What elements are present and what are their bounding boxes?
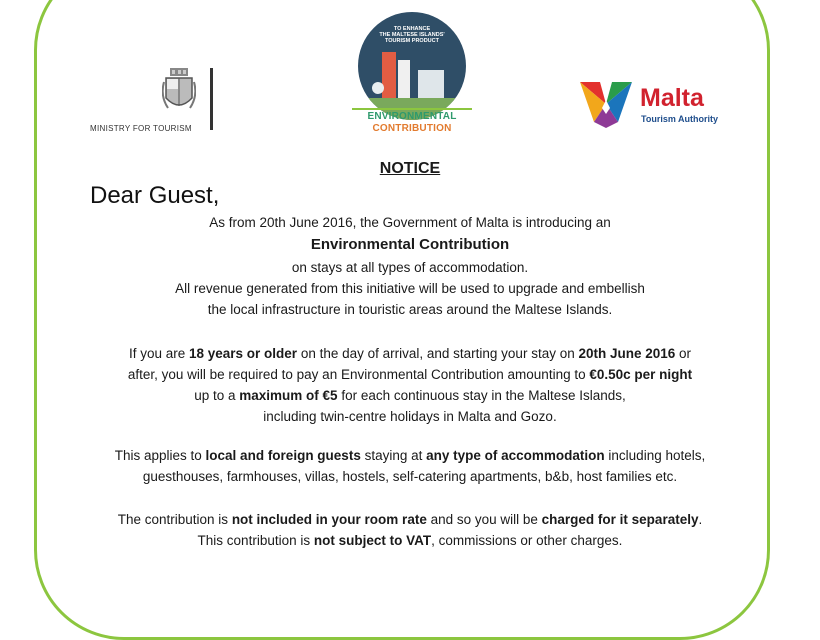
greeting: Dear Guest, <box>90 182 220 209</box>
logo-circle <box>358 12 466 120</box>
logo-tagline: TO ENHANCE THE MALTESE ISLANDS' TOURISM PRODUCT <box>379 26 445 44</box>
tree-icon <box>372 82 384 94</box>
intro-paragraph <box>60 212 760 320</box>
text-line: If you are 18 years or older on the day of arrival, and starting your stay on 20th June 2016 or <box>128 346 692 361</box>
eligibility-paragraph <box>60 343 760 427</box>
logo-ribbon <box>352 108 472 110</box>
logo-divider <box>210 68 213 130</box>
text-line: This contribution is not subject to VAT, commissions or other charges. <box>197 533 623 548</box>
environmental-contribution-logo <box>352 12 472 136</box>
building-icon <box>382 52 396 100</box>
text-line: The contribution is not included in your room rate and so you will be charged for it separately. <box>117 512 703 527</box>
building-icon <box>398 60 410 100</box>
text-line: including twin-centre holidays in Malta and Gozo. <box>263 409 557 424</box>
text-line: This applies to local and foreign guests staying at any type of accommodation including hotels, <box>114 448 706 463</box>
text-line: the local infrastructure in touristic areas around the Maltese Islands. <box>207 302 613 317</box>
applies-paragraph <box>60 445 760 487</box>
malta-emblem-icon <box>162 68 196 114</box>
malta-cross-icon <box>580 78 632 130</box>
logo-title-line2: CONTRIBUTION <box>372 123 452 134</box>
mta-name: Malta <box>640 84 704 112</box>
text-line: up to a maximum of €5 for each continuous stay in the Maltese Islands, <box>194 388 626 403</box>
text-line: after, you will be required to pay an Environmental Contribution amounting to €0.50c per night <box>127 367 693 382</box>
mta-subtitle: Tourism Authority <box>641 114 718 124</box>
building-icon <box>418 70 444 100</box>
text-line: All revenue generated from this initiative will be used to upgrade and embellish <box>175 281 645 296</box>
text-line: As from 20th June 2016, the Government of Malta is introducing an <box>209 215 611 230</box>
contribution-heading: Environmental Contribution <box>310 236 510 253</box>
logo-title-line1: ENVIRONMENTAL <box>367 111 457 122</box>
charges-paragraph <box>60 509 760 551</box>
mta-logo <box>580 78 730 130</box>
ministry-label: MINISTRY FOR TOURISM <box>90 124 192 133</box>
ministry-logo <box>90 66 220 136</box>
text-line: on stays at all types of accommodation. <box>291 260 529 275</box>
text-line: guesthouses, farmhouses, villas, hostels, self-catering apartments, b&b, host families etc. <box>142 469 678 484</box>
notice-title: NOTICE <box>379 160 441 177</box>
